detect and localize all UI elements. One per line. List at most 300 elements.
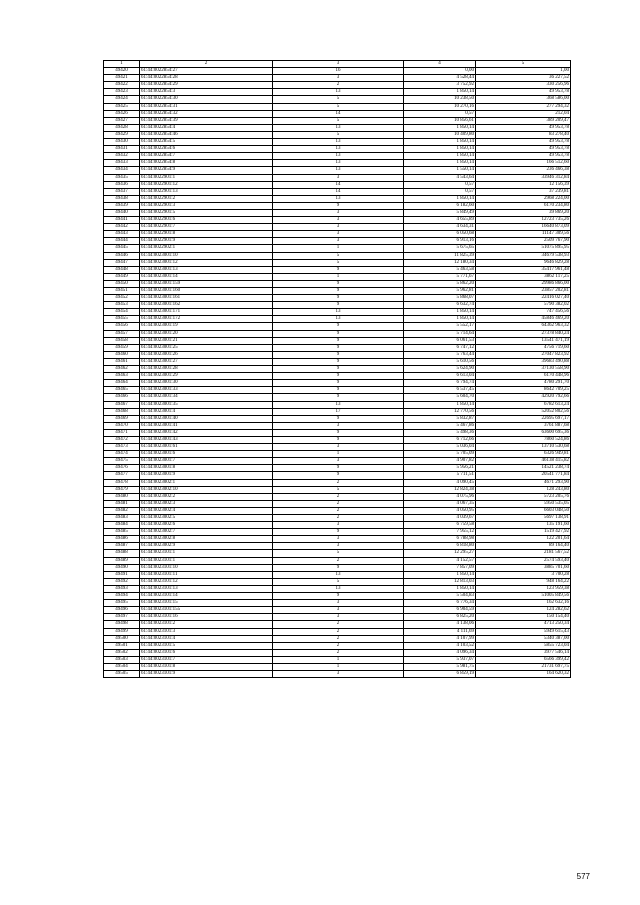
cadastral-value-cell: 124 282,62 bbox=[476, 607, 571, 614]
cadastral-value-cell: 389 209,47 bbox=[476, 117, 571, 124]
specific-value-cell: 6 712,66 bbox=[404, 436, 476, 443]
cadastral-value-cell: 5949 615,43 bbox=[476, 628, 571, 635]
specific-value-cell: 12 770,56 bbox=[404, 408, 476, 415]
cadastral-number-cell: 61:44:0023001:162 bbox=[140, 302, 273, 309]
cadastral-value-cell: 2574 593,40 bbox=[476, 557, 571, 564]
group-cell: 14 bbox=[273, 181, 404, 188]
table-row bbox=[104, 472, 571, 479]
group-cell: 13 bbox=[273, 195, 404, 202]
row-number-cell: 49479 bbox=[104, 486, 140, 493]
row-number-cell: 49489 bbox=[104, 557, 140, 564]
group-cell: 2 bbox=[273, 515, 404, 522]
row-number-cell: 49451 bbox=[104, 288, 140, 295]
cadastral-value-cell: 122 201,64 bbox=[476, 536, 571, 543]
group-cell: 1 bbox=[273, 245, 404, 252]
group-cell: 9 bbox=[273, 472, 404, 479]
table-row bbox=[104, 330, 571, 337]
row-number-cell: 49498 bbox=[104, 621, 140, 628]
cadastral-number-cell: 61:44:0022901:9 bbox=[140, 238, 273, 245]
specific-value-cell: 4 543,64 bbox=[404, 174, 476, 181]
table-row bbox=[104, 465, 571, 472]
table-row bbox=[104, 614, 571, 621]
cadastral-number-cell: 61:44:0022901:13 bbox=[140, 188, 273, 195]
cadastral-number-cell: 61:44:0023001:10 bbox=[140, 252, 273, 259]
row-number-cell: 49504 bbox=[104, 663, 140, 670]
row-number-cell: 49493 bbox=[104, 585, 140, 592]
cadastral-value-cell: 948 164,22 bbox=[476, 578, 571, 585]
specific-value-cell: 5 771,67 bbox=[404, 273, 476, 280]
group-cell: 9 bbox=[273, 288, 404, 295]
cadastral-number-cell: 61:44:0023101:1 bbox=[140, 557, 273, 564]
table-row bbox=[104, 273, 571, 280]
table-row bbox=[104, 401, 571, 408]
row-number-cell: 49470 bbox=[104, 422, 140, 429]
group-cell: 5 bbox=[273, 96, 404, 103]
group-cell: 9 bbox=[273, 302, 404, 309]
specific-value-cell: 10 856,61 bbox=[404, 117, 476, 124]
row-number-cell: 49483 bbox=[104, 515, 140, 522]
group-cell: 13 bbox=[273, 89, 404, 96]
row-number-cell: 49433 bbox=[104, 160, 140, 167]
table-row bbox=[104, 181, 571, 188]
cadastral-number-cell: 61:44:0023001:40 bbox=[140, 415, 273, 422]
cadastral-number-cell: 61:44:0023001:27 bbox=[140, 358, 273, 365]
specific-value-cell: 3 752,92 bbox=[404, 82, 476, 89]
table-row bbox=[104, 153, 571, 160]
cadastral-number-cell: 61:44:0023101:8 bbox=[140, 663, 273, 670]
row-number-cell: 49459 bbox=[104, 344, 140, 351]
group-cell: 9 bbox=[273, 465, 404, 472]
cadastral-value-cell: 2509 767,90 bbox=[476, 238, 571, 245]
cadastral-number-cell: 61:44:0023001:159 bbox=[140, 280, 273, 287]
cadastral-value-cell: 20541 771,84 bbox=[476, 472, 571, 479]
row-number-cell: 49473 bbox=[104, 444, 140, 451]
table-row bbox=[104, 309, 571, 316]
row-number-cell: 49465 bbox=[104, 387, 140, 394]
group-cell: 2 bbox=[273, 507, 404, 514]
specific-value-cell: 6 794,74 bbox=[404, 380, 476, 387]
group-cell: 2 bbox=[273, 500, 404, 507]
table-row bbox=[104, 628, 571, 635]
cadastral-value-cell: 7860 524,86 bbox=[476, 436, 571, 443]
row-number-cell: 49468 bbox=[104, 408, 140, 415]
row-number-cell: 49486 bbox=[104, 536, 140, 543]
group-cell: 3 bbox=[273, 217, 404, 224]
specific-value-cell: 4 111,69 bbox=[404, 628, 476, 635]
cadastral-value-cell: 51075 895,95 bbox=[476, 245, 571, 252]
group-cell: 2 bbox=[273, 642, 404, 649]
table-row bbox=[104, 366, 571, 373]
table-row bbox=[104, 337, 571, 344]
cadastral-value-cell: 49 953,78 bbox=[476, 124, 571, 131]
cadastral-value-cell: 16640 873,09 bbox=[476, 224, 571, 231]
cadastral-value-cell: 51005 849,56 bbox=[476, 593, 571, 600]
row-number-cell: 49440 bbox=[104, 209, 140, 216]
row-number-cell: 49423 bbox=[104, 89, 140, 96]
group-cell: 9 bbox=[273, 344, 404, 351]
specific-value-cell: 5 705,09 bbox=[404, 451, 476, 458]
table-row bbox=[104, 522, 571, 529]
group-cell: 2 bbox=[273, 621, 404, 628]
group-cell: 13 bbox=[273, 124, 404, 131]
specific-value-cell: 5 962,81 bbox=[404, 288, 476, 295]
cadastral-number-cell: 61:44:0022854:27 bbox=[140, 68, 273, 75]
cadastral-value-cell: 368 586,00 bbox=[476, 96, 571, 103]
group-cell: 2 bbox=[273, 493, 404, 500]
cadastral-value-cell: 89 164,40 bbox=[476, 543, 571, 550]
specific-value-cell: 6 818,80 bbox=[404, 543, 476, 550]
group-cell: 9 bbox=[273, 323, 404, 330]
table-row bbox=[104, 649, 571, 656]
group-cell: 2 bbox=[273, 82, 404, 89]
cadastral-value-cell: 135 191,60 bbox=[476, 522, 571, 529]
cadastral-value-cell: 33946 312,84 bbox=[476, 174, 571, 181]
table-body bbox=[104, 68, 571, 678]
group-cell: 13 bbox=[273, 309, 404, 316]
cadastral-value-cell: 8642 709,25 bbox=[476, 387, 571, 394]
specific-value-cell: 5 624,90 bbox=[404, 366, 476, 373]
table-row bbox=[104, 174, 571, 181]
cadastral-number-cell: 61:44:0023002:9 bbox=[140, 543, 273, 550]
column-header-4: 4 bbox=[404, 61, 476, 68]
table-row bbox=[104, 422, 571, 429]
cadastral-number-cell: 61:44:0022854:28 bbox=[140, 75, 273, 82]
row-number-cell: 49455 bbox=[104, 316, 140, 323]
row-number-cell: 49428 bbox=[104, 124, 140, 131]
group-cell: 2 bbox=[273, 635, 404, 642]
row-number-cell: 49424 bbox=[104, 96, 140, 103]
row-number-cell: 49472 bbox=[104, 436, 140, 443]
page-number: 577 bbox=[576, 872, 590, 881]
group-cell: 3 bbox=[273, 444, 404, 451]
cadastral-number-cell: 61:44:0023002:10 bbox=[140, 486, 273, 493]
row-number-cell: 49464 bbox=[104, 380, 140, 387]
cadastral-value-cell: 164 620,32 bbox=[476, 671, 571, 678]
cadastral-value-cell: 3862 117,25 bbox=[476, 273, 571, 280]
row-number-cell: 49478 bbox=[104, 479, 140, 486]
specific-value-cell: 12 824,38 bbox=[404, 486, 476, 493]
row-number-cell: 49454 bbox=[104, 309, 140, 316]
cadastral-number-cell: 61:44:0023001:161 bbox=[140, 295, 273, 302]
group-cell: 17 bbox=[273, 408, 404, 415]
cadastral-value-cell: 166 512,60 bbox=[476, 160, 571, 167]
table-row bbox=[104, 209, 571, 216]
row-number-cell: 49426 bbox=[104, 110, 140, 117]
specific-value-cell: 5 610,56 bbox=[404, 358, 476, 365]
table-row bbox=[104, 515, 571, 522]
table-row bbox=[104, 486, 571, 493]
cadastral-number-cell: 61:44:0023001:6 bbox=[140, 451, 273, 458]
cadastral-value-cell: 236 466,38 bbox=[476, 167, 571, 174]
specific-value-cell: 4 107,99 bbox=[404, 635, 476, 642]
cadastral-value-table bbox=[103, 60, 571, 678]
specific-value-cell: 5 832,87 bbox=[404, 415, 476, 422]
cadastral-value-cell: 12 156,39 bbox=[476, 181, 571, 188]
cadastral-value-cell: 6782 613,24 bbox=[476, 401, 571, 408]
specific-value-cell: 12 813,03 bbox=[404, 578, 476, 585]
group-cell: 5 bbox=[273, 103, 404, 110]
table-row bbox=[104, 259, 571, 266]
row-number-cell: 49503 bbox=[104, 656, 140, 663]
table-row bbox=[104, 295, 571, 302]
cadastral-value-cell: 27047 823,92 bbox=[476, 351, 571, 358]
group-cell: 9 bbox=[273, 330, 404, 337]
column-header-3: 3 bbox=[273, 61, 404, 68]
specific-value-cell: 4 152,57 bbox=[404, 557, 476, 564]
table-row bbox=[104, 188, 571, 195]
cadastral-number-cell: 61:44:0023101:15 bbox=[140, 600, 273, 607]
table-row bbox=[104, 195, 571, 202]
cadastral-value-cell: 49 953,78 bbox=[476, 153, 571, 160]
group-cell: 3 bbox=[273, 543, 404, 550]
group-cell: 1 bbox=[273, 663, 404, 670]
cadastral-value-cell: 22416 027,40 bbox=[476, 295, 571, 302]
cadastral-number-cell: 61:44:0023101:16 bbox=[140, 614, 273, 621]
group-cell: 3 bbox=[273, 238, 404, 245]
specific-value-cell: 1 850,14 bbox=[404, 316, 476, 323]
group-cell: 3 bbox=[273, 671, 404, 678]
group-cell: 3 bbox=[273, 174, 404, 181]
specific-value-cell: 5 467,86 bbox=[404, 422, 476, 429]
table-row bbox=[104, 373, 571, 380]
table-row bbox=[104, 167, 571, 174]
specific-value-cell: 6 859,19 bbox=[404, 671, 476, 678]
row-number-cell: 49500 bbox=[104, 635, 140, 642]
table-row bbox=[104, 146, 571, 153]
cadastral-value-cell: 45846 469,20 bbox=[476, 316, 571, 323]
table-row bbox=[104, 316, 571, 323]
cadastral-value-cell: 39 869,20 bbox=[476, 209, 571, 216]
cadastral-number-cell: 61:44:0023001:29 bbox=[140, 373, 273, 380]
row-number-cell: 49476 bbox=[104, 465, 140, 472]
table-row bbox=[104, 75, 571, 82]
group-cell: 14 bbox=[273, 188, 404, 195]
specific-value-cell: 12 295,27 bbox=[404, 550, 476, 557]
cadastral-value-cell: 1,00 bbox=[476, 68, 571, 75]
group-cell: 9 bbox=[273, 415, 404, 422]
cadastral-value-cell: 3761 887,68 bbox=[476, 422, 571, 429]
row-number-cell: 49425 bbox=[104, 103, 140, 110]
row-number-cell: 49421 bbox=[104, 75, 140, 82]
group-cell: 9 bbox=[273, 387, 404, 394]
cadastral-value-cell: 6170 234,80 bbox=[476, 202, 571, 209]
specific-value-cell: 5 714,64 bbox=[404, 330, 476, 337]
cadastral-number-cell: 61:44:0023001:172 bbox=[140, 316, 273, 323]
cadastral-value-cell: 39683 490,88 bbox=[476, 358, 571, 365]
group-cell: 9 bbox=[273, 358, 404, 365]
cadastral-number-cell: 61:44:0023101:1 bbox=[140, 550, 273, 557]
cadastral-number-cell: 61:44:0023001:9 bbox=[140, 472, 273, 479]
table-header-row bbox=[104, 61, 571, 68]
cadastral-number-cell: 61:44:0023002:8 bbox=[140, 536, 273, 543]
group-cell: 5 bbox=[273, 486, 404, 493]
cadastral-value-cell: 4780 291,70 bbox=[476, 380, 571, 387]
group-cell: 9 bbox=[273, 366, 404, 373]
row-number-cell: 49463 bbox=[104, 373, 140, 380]
cadastral-value-cell: 3885 701,60 bbox=[476, 564, 571, 571]
row-number-cell: 49432 bbox=[104, 153, 140, 160]
cadastral-value-cell: 49 953,78 bbox=[476, 146, 571, 153]
row-number-cell: 49431 bbox=[104, 146, 140, 153]
specific-value-cell: 6 632,74 bbox=[404, 302, 476, 309]
table-row bbox=[104, 593, 571, 600]
row-number-cell: 49496 bbox=[104, 607, 140, 614]
cadastral-number-cell: 61:44:0023101:6 bbox=[140, 649, 273, 656]
row-number-cell: 49445 bbox=[104, 245, 140, 252]
cadastral-number-cell: 61:44:0023001:33 bbox=[140, 387, 273, 394]
cadastral-value-cell: 6566 399,42 bbox=[476, 656, 571, 663]
row-number-cell: 49471 bbox=[104, 429, 140, 436]
cadastral-number-cell: 61:44:0023002:7 bbox=[140, 529, 273, 536]
table-row bbox=[104, 302, 571, 309]
table-row bbox=[104, 288, 571, 295]
cadastral-number-cell: 61:44:0023001:7 bbox=[140, 458, 273, 465]
cadastral-number-cell: 61:44:0023101:4 bbox=[140, 635, 273, 642]
cadastral-value-cell: 5723 205,76 bbox=[476, 493, 571, 500]
row-number-cell: 49497 bbox=[104, 614, 140, 621]
group-cell: 3 bbox=[273, 522, 404, 529]
cadastral-value-cell: 6603 048,50 bbox=[476, 507, 571, 514]
group-cell: 9 bbox=[273, 351, 404, 358]
group-cell: 2 bbox=[273, 628, 404, 635]
cadastral-value-cell: 37130 558,90 bbox=[476, 366, 571, 373]
row-number-cell: 49437 bbox=[104, 188, 140, 195]
table-row bbox=[104, 458, 571, 465]
group-cell: 9 bbox=[273, 337, 404, 344]
cadastral-number-cell: 61:44:0022901:1 bbox=[140, 174, 273, 181]
group-cell: 13 bbox=[273, 401, 404, 408]
specific-value-cell: 1 850,14 bbox=[404, 571, 476, 578]
row-number-cell: 49453 bbox=[104, 302, 140, 309]
cadastral-number-cell: 61:44:0023001:35 bbox=[140, 401, 273, 408]
table-row bbox=[104, 202, 571, 209]
row-number-cell: 49502 bbox=[104, 649, 140, 656]
specific-value-cell: 4 634,31 bbox=[404, 224, 476, 231]
cadastral-value-cell: 29986 866,00 bbox=[476, 280, 571, 287]
cadastral-number-cell: 61:44:0023001:43 bbox=[140, 436, 273, 443]
table-row bbox=[104, 68, 571, 75]
table-row bbox=[104, 429, 571, 436]
group-cell: 5 bbox=[273, 252, 404, 259]
row-number-cell: 49462 bbox=[104, 366, 140, 373]
cadastral-number-cell: 61:44:0022854:46 bbox=[140, 131, 273, 138]
group-cell: 16 bbox=[273, 68, 404, 75]
cadastral-number-cell: 61:44:0023001:34 bbox=[140, 394, 273, 401]
cadastral-number-cell: 61:44:0022854:9 bbox=[140, 167, 273, 174]
table-row bbox=[104, 323, 571, 330]
table-row bbox=[104, 493, 571, 500]
row-number-cell: 49449 bbox=[104, 273, 140, 280]
specific-value-cell: 1 850,14 bbox=[404, 195, 476, 202]
table-row bbox=[104, 663, 571, 670]
specific-value-cell: 1 850,14 bbox=[404, 139, 476, 146]
cadastral-value-cell: 2181 567,52 bbox=[476, 550, 571, 557]
table-row bbox=[104, 621, 571, 628]
row-number-cell: 49477 bbox=[104, 472, 140, 479]
row-number-cell: 49427 bbox=[104, 117, 140, 124]
specific-value-cell: 6 825,20 bbox=[404, 614, 476, 621]
group-cell: 3 bbox=[273, 614, 404, 621]
table-row bbox=[104, 585, 571, 592]
cadastral-number-cell: 61:44:0022902:1 bbox=[140, 245, 273, 252]
specific-value-cell: 6 182,60 bbox=[404, 202, 476, 209]
row-number-cell: 49482 bbox=[104, 507, 140, 514]
cadastral-number-cell: 61:44:0022854:7 bbox=[140, 153, 273, 160]
cadastral-value-cell: 4756 719,60 bbox=[476, 344, 571, 351]
specific-value-cell: 5 849,49 bbox=[404, 209, 476, 216]
table-row bbox=[104, 557, 571, 564]
cadastral-number-cell: 61:44:0023101:9 bbox=[140, 671, 273, 678]
row-number-cell: 49461 bbox=[104, 358, 140, 365]
row-number-cell: 49480 bbox=[104, 493, 140, 500]
cadastral-value-cell: 23857 202,81 bbox=[476, 288, 571, 295]
cadastral-value-cell: 6326 949,81 bbox=[476, 451, 571, 458]
cadastral-number-cell: 61:44:0022854:8 bbox=[140, 160, 273, 167]
table-row bbox=[104, 444, 571, 451]
specific-value-cell: 6 913,16 bbox=[404, 238, 476, 245]
table-row bbox=[104, 642, 571, 649]
group-cell: 9 bbox=[273, 593, 404, 600]
row-number-cell: 49481 bbox=[104, 500, 140, 507]
specific-value-cell: 5 675,65 bbox=[404, 245, 476, 252]
cadastral-value-cell: 330 256,96 bbox=[476, 82, 571, 89]
specific-value-cell: 4 075,96 bbox=[404, 493, 476, 500]
cadastral-number-cell: 61:44:0022854:6 bbox=[140, 146, 273, 153]
table-row bbox=[104, 635, 571, 642]
cadastral-number-cell: 61:44:0023002:1 bbox=[140, 479, 273, 486]
row-number-cell: 49458 bbox=[104, 337, 140, 344]
group-cell: 2 bbox=[273, 479, 404, 486]
cadastral-value-cell: 13710 530,68 bbox=[476, 444, 571, 451]
group-cell: 3 bbox=[273, 536, 404, 543]
cadastral-number-cell: 61:44:0022901:8 bbox=[140, 231, 273, 238]
table-row bbox=[104, 266, 571, 273]
cadastral-value-cell: 5790 382,02 bbox=[476, 302, 571, 309]
table-row bbox=[104, 110, 571, 117]
cadastral-value-cell: 14521 238,74 bbox=[476, 465, 571, 472]
row-number-cell: 49467 bbox=[104, 401, 140, 408]
table-row bbox=[104, 408, 571, 415]
group-cell: 3 bbox=[273, 607, 404, 614]
row-number-cell: 49434 bbox=[104, 167, 140, 174]
specific-value-cell: 5 604,70 bbox=[404, 394, 476, 401]
specific-value-cell: 6 537,45 bbox=[404, 387, 476, 394]
group-cell: 13 bbox=[273, 316, 404, 323]
row-number-cell: 49491 bbox=[104, 571, 140, 578]
specific-value-cell: 1 550,14 bbox=[404, 167, 476, 174]
row-number-cell: 49429 bbox=[104, 131, 140, 138]
group-cell: 5 bbox=[273, 259, 404, 266]
specific-value-cell: 4 528,44 bbox=[404, 75, 476, 82]
row-number-cell: 49469 bbox=[104, 415, 140, 422]
specific-value-cell: 4 067,35 bbox=[404, 500, 476, 507]
group-cell: 9 bbox=[273, 280, 404, 287]
row-number-cell: 49447 bbox=[104, 259, 140, 266]
specific-value-cell: 5 504,83 bbox=[404, 593, 476, 600]
row-number-cell: 49435 bbox=[104, 174, 140, 181]
table-row bbox=[104, 238, 571, 245]
cadastral-number-cell: 61:44:0023001:4 bbox=[140, 408, 273, 415]
cadastral-number-cell: 61:44:0023001:30 bbox=[140, 380, 273, 387]
group-cell: 2 bbox=[273, 557, 404, 564]
row-number-cell: 49460 bbox=[104, 351, 140, 358]
cadastral-value-cell: 63600 695,36 bbox=[476, 429, 571, 436]
table-row bbox=[104, 103, 571, 110]
specific-value-cell: 1 850,14 bbox=[404, 124, 476, 131]
group-cell: 9 bbox=[273, 394, 404, 401]
specific-value-cell: 4 655,89 bbox=[404, 217, 476, 224]
row-number-cell: 49492 bbox=[104, 578, 140, 585]
